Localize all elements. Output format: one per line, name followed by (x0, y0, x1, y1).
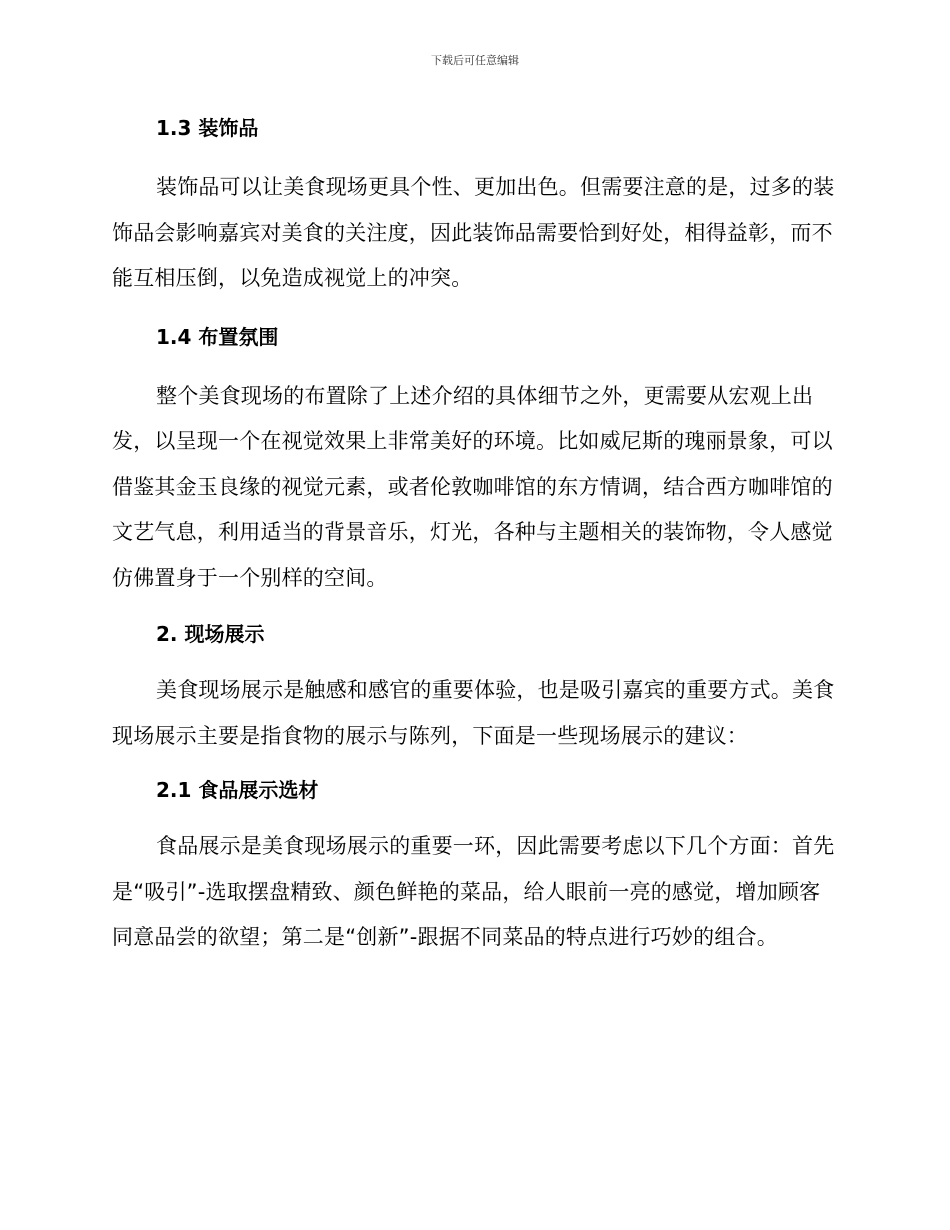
section-heading-1-4: 1.4 布置氛围 (156, 324, 279, 349)
section-paragraph-2: 美食现场展示是触感和感官的重要体验，也是吸引嘉宾的重要方式。美食现场展示主要是指食物的展示与陈列，下面是一些现场展示的建议： (112, 678, 835, 748)
section-heading-1-3: 1.3 装饰品 (156, 116, 259, 140)
section-paragraph-1-4: 整个美食现场的布置除了上述介绍的具体细节之外，更需要从宏观上出发，以呈现一个在视觉效果上非常美好的环境。比如威尼斯的瑰丽景象，可以借鉴其金玉良缘的视觉元素，或者伦敦咖啡馆的东方情调，结合西方咖啡馆的文艺气息，利用适当的背景音乐，灯光，各种与主题相关的装饰物，令人感觉仿佛置身于一个别样的空间。 (112, 383, 833, 590)
section-paragraph-2-1: 食品展示是美食现场展示的重要一环，因此需要考虑以下几个方面：首先是“吸引”-选取摆盘精致、颜色鲜艳的菜品，给人眼前一亮的感觉，增加顾客同意品尝的欲望；第二是“创新”-跟据不同菜品的特点进行巧妙的组合。 (112, 834, 835, 949)
section-heading-2-1: 2.1 食品展示选材 (156, 778, 319, 802)
page-header: 下载后可任意编辑 (431, 54, 519, 67)
section-heading-2: 2. 现场展示 (156, 622, 265, 646)
section-paragraph-1-3: 装饰品可以让美食现场更具个性、更加出色。但需要注意的是，过多的装饰品会影响嘉宾对美食的关注度，因此装饰品需要恰到好处，相得益彰，而不能互相压倒，以免造成视觉上的冲突。 (112, 175, 835, 290)
document-body (112, 110, 838, 961)
